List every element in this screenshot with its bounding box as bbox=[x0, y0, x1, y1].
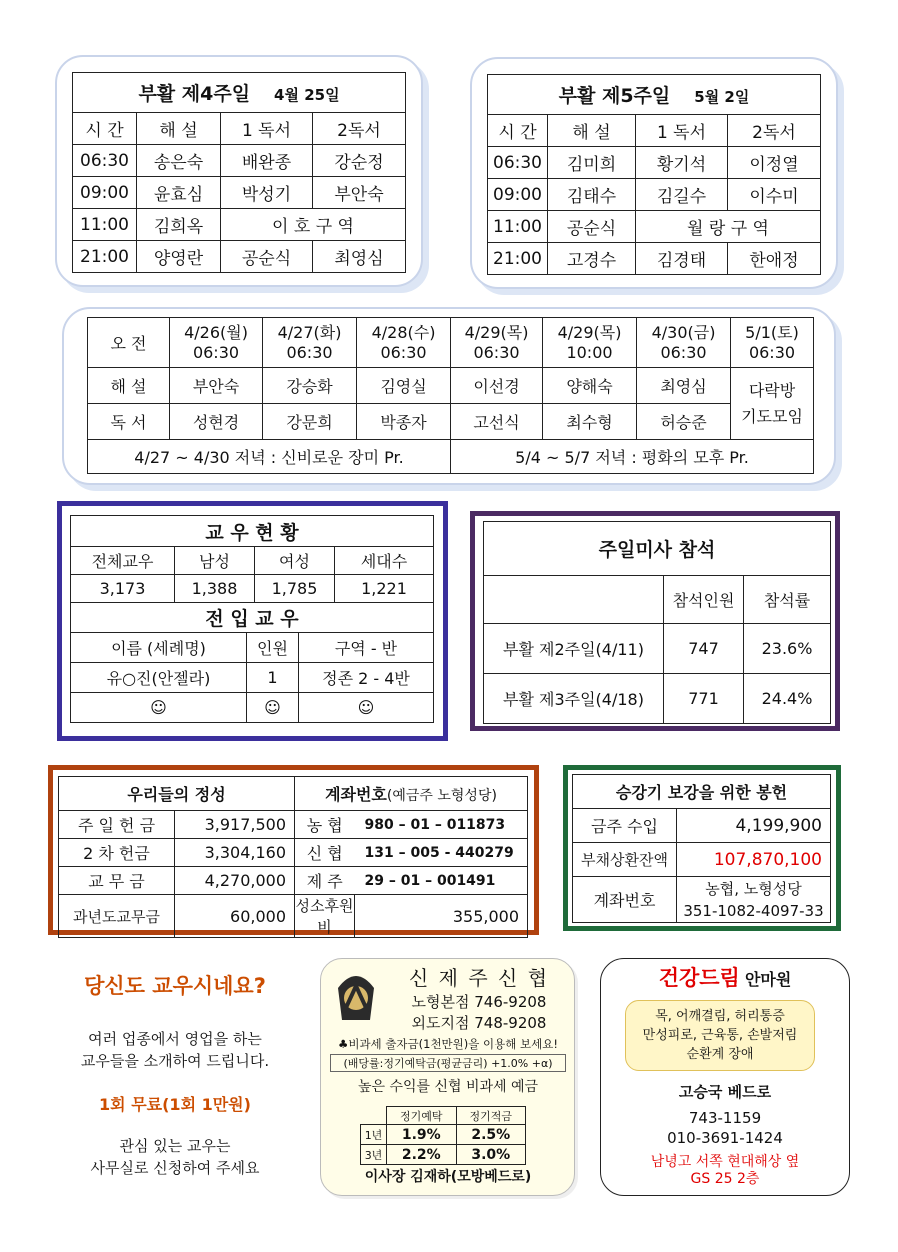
table-cell: 과년도교무금 bbox=[59, 895, 175, 938]
account-title: 계좌번호(예금주 노형성당) bbox=[295, 777, 528, 811]
table-row bbox=[361, 1125, 526, 1145]
table-cell: 공순식 bbox=[221, 241, 313, 273]
table-cell: 정기적금 bbox=[456, 1107, 526, 1125]
table-cell: 4,199,900 bbox=[677, 809, 831, 843]
table-cell: 24.4% bbox=[744, 674, 831, 724]
massage-location: 남녕고 서쪽 현대해상 옆 bbox=[650, 1154, 800, 1170]
table-cell: 747 bbox=[664, 624, 744, 674]
week5-title: 부활 제5주일 5월 2일 bbox=[488, 75, 821, 115]
attendance-table bbox=[483, 521, 831, 724]
table-cell: 21:00 bbox=[488, 243, 548, 275]
table-cell: 제 주 bbox=[295, 867, 355, 895]
table-cell: 김희옥 bbox=[137, 209, 221, 241]
table-cell bbox=[484, 576, 664, 624]
table-cell: 최영심 bbox=[637, 368, 731, 404]
header-reading2: 2독서 bbox=[728, 115, 821, 147]
table-cell: 김길수 bbox=[636, 179, 728, 211]
table-cell: 11:00 bbox=[73, 209, 137, 241]
evening-prayer-2: 5/4 ~ 5/7 저녁 : 평화의 모후 Pr. bbox=[451, 440, 814, 474]
promo-line: 여러 업종에서 영업을 하는 bbox=[88, 1030, 262, 1048]
week4-title: 부활 제4주일 4월 25일 bbox=[73, 73, 406, 113]
table-cell: 황기석 bbox=[636, 147, 728, 179]
table-cell: 김태수 bbox=[548, 179, 636, 211]
header-time: 시 간 bbox=[488, 115, 548, 147]
attendance-title: 주일미사 참석 bbox=[484, 522, 831, 576]
massage-subtitle: 안마원 bbox=[744, 970, 792, 989]
new-members-title: 전 입 교 우 bbox=[71, 603, 434, 633]
table-cell: 06:30 bbox=[488, 147, 548, 179]
table-cell: 박종자 bbox=[357, 404, 451, 440]
table-cell: 고경수 bbox=[548, 243, 636, 275]
table-row bbox=[59, 867, 528, 895]
table-cell: 유○진(안젤라) bbox=[71, 663, 247, 693]
table-cell: 2.2% bbox=[387, 1145, 457, 1165]
table-cell: 세대수 bbox=[335, 547, 434, 575]
table-cell: ☺ bbox=[299, 693, 434, 723]
massage-location: GS 25 2층 bbox=[690, 1171, 760, 1187]
table-cell: 11:00 bbox=[488, 211, 548, 243]
table-cell: 양해숙 bbox=[543, 368, 637, 404]
table-cell: 06:30 bbox=[73, 145, 137, 177]
offering-title: 우리들의 정성 bbox=[59, 777, 295, 811]
table-cell: 계좌번호 bbox=[573, 877, 677, 923]
table-cell: 박성기 bbox=[221, 177, 313, 209]
day-col: 4/30(금) 06:30 bbox=[637, 318, 731, 368]
table-cell: 강순정 bbox=[313, 145, 406, 177]
table-cell: 980 – 01 – 011873 bbox=[355, 811, 528, 839]
table-cell: 주 일 헌 금 bbox=[59, 811, 175, 839]
table-row bbox=[59, 895, 528, 938]
table-cell: 이 호 구 역 bbox=[221, 209, 406, 241]
table-cell: 21:00 bbox=[73, 241, 137, 273]
table-row bbox=[488, 147, 821, 179]
table-cell: 이름 (세례명) bbox=[71, 633, 247, 663]
table-cell: 고선식 bbox=[451, 404, 543, 440]
table-cell: 여성 bbox=[255, 547, 335, 575]
week5-table bbox=[487, 74, 821, 275]
table-cell: 부안숙 bbox=[313, 177, 406, 209]
table-row bbox=[573, 809, 831, 843]
table-cell: 4,270,000 bbox=[175, 867, 295, 895]
table-cell: 23.6% bbox=[744, 624, 831, 674]
table-cell: 구역 - 반 bbox=[299, 633, 434, 663]
table-cell: 1,785 bbox=[255, 575, 335, 603]
table-cell: 부활 제2주일(4/11) bbox=[484, 624, 664, 674]
massage-owner: 고승국 베드로 bbox=[678, 1083, 772, 1101]
credit-union-branch: 노형본점 746-9208 bbox=[411, 993, 547, 1011]
table-cell: 1,388 bbox=[175, 575, 255, 603]
table-cell: 성현경 bbox=[170, 404, 263, 440]
massage-phone: 743-1159 bbox=[688, 1109, 762, 1127]
table-cell: 09:00 bbox=[73, 177, 137, 209]
promo-section bbox=[55, 970, 295, 1179]
table-cell: 3.0% bbox=[456, 1145, 526, 1165]
table-cell: 금주 수입 bbox=[573, 809, 677, 843]
table-cell: 355,000 bbox=[355, 895, 528, 938]
table-cell: 양영란 bbox=[137, 241, 221, 273]
credit-union-headline: 높은 수익를 신협 비과세 예금 bbox=[357, 1079, 539, 1095]
header-reading1: 1 독서 bbox=[221, 113, 313, 145]
row-label-am: 오 전 bbox=[88, 318, 170, 368]
promo-price: 1회 무료(1회 1만원) bbox=[99, 1095, 251, 1114]
credit-union-name: 신 제 주 신 협 bbox=[408, 966, 550, 990]
weekday-table bbox=[87, 317, 814, 474]
table-cell: 허승준 bbox=[637, 404, 731, 440]
table-cell: 이선경 bbox=[451, 368, 543, 404]
table-cell: 29 – 01 – 001491 bbox=[355, 867, 528, 895]
day-col: 4/26(월) 06:30 bbox=[170, 318, 263, 368]
table-cell: 이수미 bbox=[728, 179, 821, 211]
table-cell bbox=[361, 1107, 387, 1125]
table-cell: 신 협 bbox=[295, 839, 355, 867]
credit-union-logo-icon bbox=[332, 968, 380, 1024]
table-cell: 09:00 bbox=[488, 179, 548, 211]
offering-table bbox=[58, 776, 528, 938]
promo-line: 교우들을 소개하여 드립니다. bbox=[80, 1052, 270, 1070]
members-title: 교 우 현 황 bbox=[71, 516, 434, 547]
table-cell: 농 협 bbox=[295, 811, 355, 839]
promo-line: 관심 있는 교우는 bbox=[119, 1137, 231, 1155]
massage-title: 건강드림 bbox=[658, 966, 740, 990]
table-cell: 공순식 bbox=[548, 211, 636, 243]
table-cell: 강문희 bbox=[263, 404, 357, 440]
header-reading1: 1 독서 bbox=[636, 115, 728, 147]
rates-table bbox=[360, 1106, 526, 1165]
promo-title: 당신도 교우시네요? bbox=[84, 974, 266, 998]
table-cell: 131 – 005 - 440279 bbox=[355, 839, 528, 867]
table-cell: 3,917,500 bbox=[175, 811, 295, 839]
table-cell: 3,304,160 bbox=[175, 839, 295, 867]
promo-line: 사무실로 신청하여 주세요 bbox=[90, 1159, 260, 1177]
table-cell: 월 랑 구 역 bbox=[636, 211, 821, 243]
table-cell: 참석인원 bbox=[664, 576, 744, 624]
header-reading2: 2독서 bbox=[313, 113, 406, 145]
table-cell: 107,870,100 bbox=[677, 843, 831, 877]
table-cell: 2 차 헌금 bbox=[59, 839, 175, 867]
table-row bbox=[73, 145, 406, 177]
header-commentary: 해 설 bbox=[137, 113, 221, 145]
week4-table bbox=[72, 72, 406, 273]
table-cell: 부활 제3주일(4/18) bbox=[484, 674, 664, 724]
table-row bbox=[71, 663, 434, 693]
table-cell: 전체교우 bbox=[71, 547, 175, 575]
saturday-note: 다락방 기도모임 bbox=[731, 368, 814, 440]
table-row bbox=[59, 811, 528, 839]
table-cell: 농협, 노형성당 351-1082-4097-33 bbox=[677, 877, 831, 923]
table-row bbox=[73, 241, 406, 273]
day-col: 4/29(목) 06:30 bbox=[451, 318, 543, 368]
credit-union-branch: 외도지점 748-9208 bbox=[411, 1014, 547, 1032]
massage-phone: 010-3691-1424 bbox=[667, 1129, 783, 1147]
table-cell: 김미희 bbox=[548, 147, 636, 179]
row-label-reading: 독 서 bbox=[88, 404, 170, 440]
elevator-title: 승강기 보강을 위한 봉헌 bbox=[573, 775, 831, 809]
table-cell: ☺ bbox=[247, 693, 299, 723]
table-cell: 최수형 bbox=[543, 404, 637, 440]
table-cell: 최영심 bbox=[313, 241, 406, 273]
table-cell: ☺ bbox=[71, 693, 247, 723]
table-cell: 배완종 bbox=[221, 145, 313, 177]
new-members-table bbox=[70, 602, 434, 723]
table-row bbox=[488, 211, 821, 243]
table-cell: 정기예탁 bbox=[387, 1107, 457, 1125]
table-cell: 강승화 bbox=[263, 368, 357, 404]
table-cell: 김경태 bbox=[636, 243, 728, 275]
day-col: 4/29(목) 10:00 bbox=[543, 318, 637, 368]
credit-union-chairman: 이사장 김재하(모방베드로) bbox=[364, 1169, 532, 1185]
members-table bbox=[70, 515, 434, 603]
table-cell: 1,221 bbox=[335, 575, 434, 603]
day-col: 4/28(수) 06:30 bbox=[357, 318, 451, 368]
table-row bbox=[573, 877, 831, 923]
table-cell: 교 무 금 bbox=[59, 867, 175, 895]
table-cell: 한애정 bbox=[728, 243, 821, 275]
massage-services: 목, 어깨결림, 허리통증 만성피로, 근육통, 손발저림 순환계 장애 bbox=[625, 1000, 815, 1071]
table-cell: 성소후원비 bbox=[295, 895, 355, 938]
table-cell: 이정열 bbox=[728, 147, 821, 179]
table-row bbox=[484, 624, 831, 674]
table-cell: 1 bbox=[247, 663, 299, 693]
elevator-table bbox=[572, 774, 831, 923]
table-row bbox=[59, 839, 528, 867]
day-col: 4/27(화) 06:30 bbox=[263, 318, 357, 368]
table-cell: 1.9% bbox=[387, 1125, 457, 1145]
table-cell: 부채상환잔액 bbox=[573, 843, 677, 877]
table-row bbox=[361, 1145, 526, 1165]
table-cell: 3년 bbox=[361, 1145, 387, 1165]
day-col: 5/1(토) 06:30 bbox=[731, 318, 814, 368]
header-time: 시 간 bbox=[73, 113, 137, 145]
header-commentary: 해 설 bbox=[548, 115, 636, 147]
table-cell: 부안숙 bbox=[170, 368, 263, 404]
table-cell: 송은숙 bbox=[137, 145, 221, 177]
table-cell: 3,173 bbox=[71, 575, 175, 603]
table-row bbox=[488, 243, 821, 275]
table-cell: 참석률 bbox=[744, 576, 831, 624]
table-row bbox=[573, 843, 831, 877]
table-cell: 인원 bbox=[247, 633, 299, 663]
row-label-commentary: 해 설 bbox=[88, 368, 170, 404]
table-cell: 윤효심 bbox=[137, 177, 221, 209]
table-cell: 60,000 bbox=[175, 895, 295, 938]
table-cell: 남성 bbox=[175, 547, 255, 575]
credit-union-dividend: (배당률:정기예탁금(평균금리) +1.0% +α) bbox=[330, 1054, 566, 1072]
table-cell: 1년 bbox=[361, 1125, 387, 1145]
table-cell: 정존 2 - 4반 bbox=[299, 663, 434, 693]
table-cell: 김영실 bbox=[357, 368, 451, 404]
credit-union-notice: ♣비과세 출자금(1천만원)을 이용해 보세요! bbox=[338, 1037, 558, 1051]
table-cell: 771 bbox=[664, 674, 744, 724]
table-row bbox=[488, 179, 821, 211]
table-row bbox=[484, 674, 831, 724]
evening-prayer-1: 4/27 ~ 4/30 저녁 : 신비로운 장미 Pr. bbox=[88, 440, 451, 474]
table-row bbox=[73, 177, 406, 209]
table-row bbox=[71, 693, 434, 723]
table-row bbox=[73, 209, 406, 241]
table-cell: 2.5% bbox=[456, 1125, 526, 1145]
